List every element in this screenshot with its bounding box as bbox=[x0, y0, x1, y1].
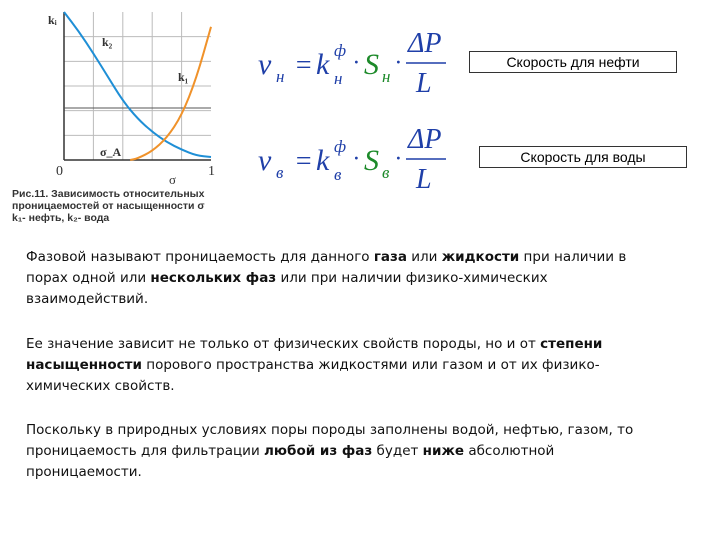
y-axis-label: kᵢ bbox=[48, 13, 57, 27]
relative-permeability-chart bbox=[8, 8, 238, 188]
paragraph-saturation bbox=[26, 334, 691, 397]
formula-numerator: ΔP bbox=[408, 124, 442, 155]
formula-v-sub: в bbox=[276, 163, 284, 182]
formula-v-sub: н bbox=[276, 67, 285, 86]
x-axis-label: σ bbox=[169, 172, 177, 187]
formula-s-sub: н bbox=[382, 67, 391, 86]
para3-line-3: проницаемости. bbox=[26, 464, 142, 480]
water-speed-label: Скорость для воды bbox=[479, 146, 687, 168]
formula-v: v bbox=[258, 144, 272, 177]
para3-line-2: проницаемость для фильтрации любой из фаз будет ниже абсолютной bbox=[26, 443, 555, 459]
formula-eq: = bbox=[294, 146, 313, 177]
chart-grid bbox=[64, 12, 211, 160]
caption-line-3: k₁- нефть, k₂- вода bbox=[12, 212, 110, 224]
formula-denominator: L bbox=[416, 68, 432, 98]
x-end-label: 1 bbox=[208, 164, 215, 179]
formula-k: k bbox=[316, 144, 330, 177]
formula-k-sub: в bbox=[334, 165, 342, 184]
formula-denominator: L bbox=[416, 164, 432, 194]
paragraph-natural-conditions bbox=[26, 420, 691, 483]
sigma-a-label: σ_A bbox=[100, 145, 122, 159]
formula-v: v bbox=[258, 48, 272, 81]
formula-dot-1: · bbox=[353, 146, 359, 172]
formula-dot-2: · bbox=[395, 146, 401, 172]
formula-eq: = bbox=[294, 50, 313, 81]
origin-label: 0 bbox=[56, 164, 63, 179]
formula-k-sup: ф bbox=[334, 41, 347, 60]
formula-numerator: ΔP bbox=[408, 28, 442, 59]
chart-svg bbox=[8, 8, 238, 188]
para1-line-1: Фазовой называют проницаемость для данного газа или жидкости при наличии в bbox=[26, 249, 627, 265]
k1-label: k₁ bbox=[178, 70, 189, 84]
oil-speed-label: Скорость для нефти bbox=[469, 51, 677, 73]
para1-line-3: взаимодействий. bbox=[26, 291, 149, 307]
formula-k-sub: н bbox=[334, 69, 343, 88]
formula-s: S bbox=[364, 144, 379, 177]
formula-k: k bbox=[316, 48, 330, 81]
paragraph-phase-permeability bbox=[26, 247, 691, 310]
figure-caption bbox=[12, 188, 242, 224]
para2-line-1: Ее значение зависит не только от физических свойств породы, но и от степени bbox=[26, 336, 603, 352]
formula-dot-1: · bbox=[353, 50, 359, 76]
para1-line-2: порах одной или нескольких фаз или при наличии физико-химических bbox=[26, 270, 548, 286]
k2-label: k₂ bbox=[102, 35, 113, 49]
formula-dot-2: · bbox=[395, 50, 401, 76]
para3-line-1: Поскольку в природных условиях поры породы заполнены водой, нефтью, газом, то bbox=[26, 422, 634, 438]
formula-k-sup: ф bbox=[334, 137, 347, 156]
formula-s-sub: в bbox=[382, 163, 390, 182]
caption-line-2: проницаемостей от насыщенности σ bbox=[12, 200, 205, 212]
series-line-k1 bbox=[130, 27, 211, 160]
para2-line-3: химических свойств. bbox=[26, 378, 175, 394]
para2-line-2: насыщенности порового пространства жидкостями или газом и от их физико- bbox=[26, 357, 600, 373]
caption-line-1: Рис.11. Зависимость относительных bbox=[12, 188, 205, 200]
water-velocity-formula bbox=[250, 118, 460, 194]
formula-s: S bbox=[364, 48, 379, 81]
oil-velocity-formula bbox=[250, 22, 460, 98]
